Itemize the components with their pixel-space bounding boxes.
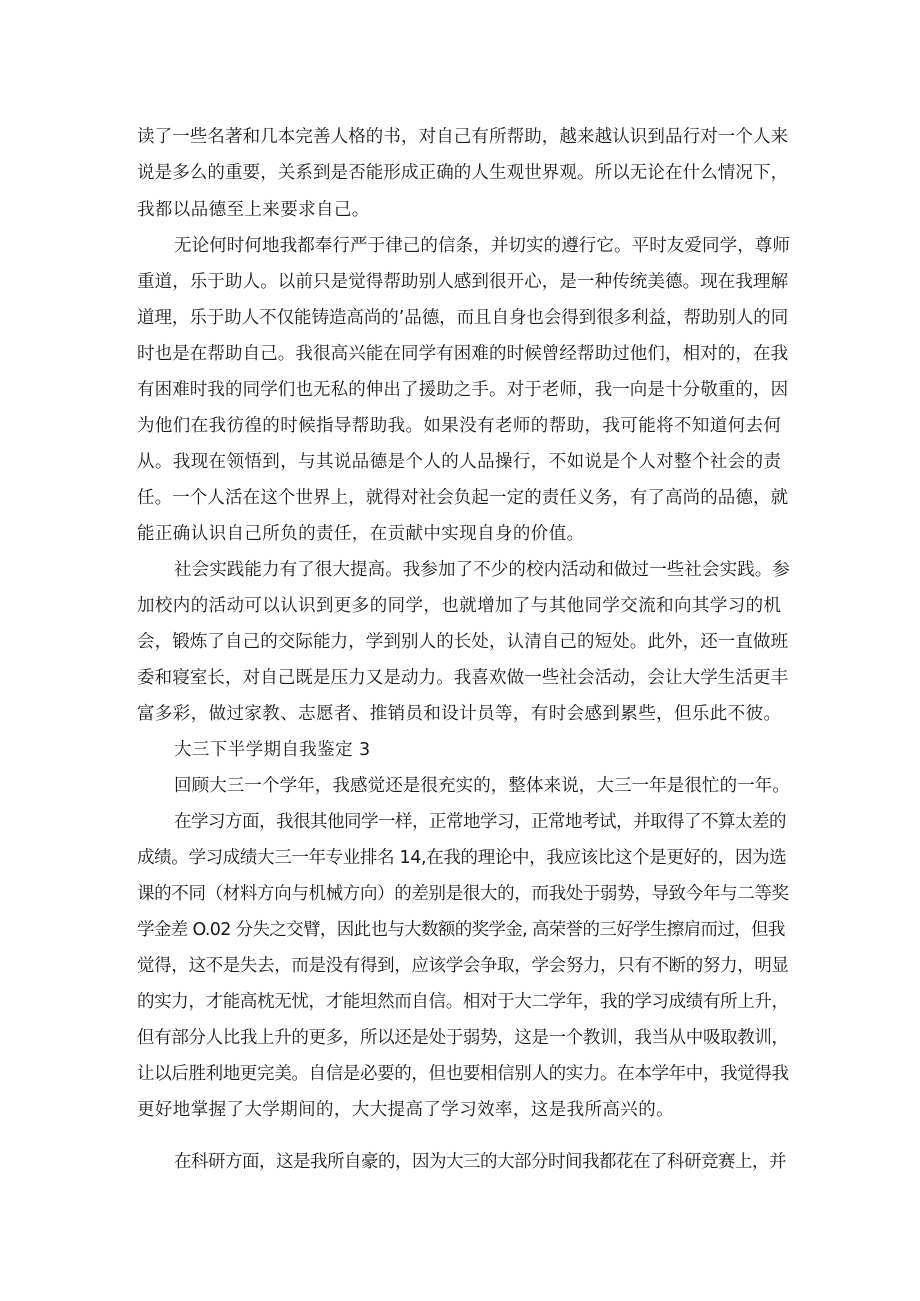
paragraph-start-line: 在科研方面，这是我所自豪的，因为大三的大部分时间我都花在了科研竞赛上，并 [174,1152,786,1172]
text-line: 能正确认识自己所负的责任，在贡献中实现自身的价值。 [137,524,585,544]
text-line: 说是多么的重要，关系到是否能形成正确的人生观世界观。所以无论在什么情况下， [137,163,789,183]
text-line: 的实力，才能高枕无忧，才能坦然而自信。相对于大二学年，我的学习成绩有所上升， [137,992,789,1012]
text-line: 为他们在我彷徨的时候指导帮助我。如果没有老师的帮助，我可能将不知道何去何 [137,416,782,436]
text-line: 学金差 O.02 分失之交臂，因此也与大数额的奖学金, 高荣誉的三好学生擦肩而过，但我 [137,920,785,940]
paragraph-start-line: 在学习方面，我很其他同学一样，正常地学习，正常地考试，并取得了不算太差的 [174,812,786,832]
text-line: 觉得，这不是失去，而是没有得到，应该学会争取，学会努力，只有不断的努力，明显 [137,956,789,976]
paragraph-start-line: 社会实践能力有了很大提高。我参加了不少的校内活动和做过一些社会实践。参 [174,560,790,580]
text-line: 道理，乐于助人不仅能铸造高尚的’品德，而且自身也会得到很多利益，帮助别人的同 [137,308,789,328]
text-line: 让以后胜利地更完美。自信是必要的，但也要相信别人的实力。在本学年中，我觉得我 [137,1064,789,1084]
text-line: 更好地掌握了大学期间的，大大提高了学习效率，这是我所高兴的。 [137,1100,674,1120]
text-line: 加校内的活动可以认识到更多的同学，也就增加了与其他同学交流和向其学习的机 [137,596,782,616]
paragraph-start-line: 无论何时何地我都奉行严于律己的信条，并切实的遵行它。平时友爱同学，尊师 [174,236,790,256]
text-line: 有困难时我的同学们也无私的伸出了援助之手。对于老师，我一向是十分敬重的，因 [137,380,789,400]
paragraph-start-line: 回顾大三一个学年，我感觉还是很充实的，整体来说，大三一年是很忙的一年。 [174,776,790,796]
text-line: 任。一个人活在这个世界上，就得对社会负起一定的责任义务，有了高尚的品德，就 [137,488,789,508]
text-line: 重道，乐于助人。以前只是觉得帮助别人感到很开心，是一种传统美德。现在我理解 [137,272,789,292]
text-line: 委和寝室长，对自己既是压力又是动力。我喜欢做一些社会活动，会让大学生活更丰 [137,668,789,688]
text-line: 富多彩，做过家教、志愿者、推销员和设计员等，有时会感到累些，但乐此不彼。 [137,704,782,724]
text-line: 会，锻炼了自己的交际能力，学到别人的长处，认清自己的短处。此外，还一直做班 [137,632,789,652]
section-heading: 大三下半学期自我鉴定 3 [174,740,371,760]
text-line: 从。我现在领悟到，与其说品德是个人的人品操行，不如说是个人对整个社会的责 [137,452,782,472]
text-line: 时也是在帮助自己。我很高兴能在同学有困难的时候曾经帮助过他们，相对的，在我 [137,344,789,364]
text-line: 课的不同（材料方向与机械方向）的差别是很大的，而我处于弱势，导致今年与二等奖 [137,884,789,904]
text-line: 但有部分人比我上升的更多，所以还是处于弱势，这是一个教训，我当从中吸取教训， [137,1028,789,1048]
text-line: 我都以品德至上来要求自己。 [137,200,370,220]
text-line: 读了一些名著和几本完善人格的书，对自己有所帮助，越来越认识到品行对一个人来 [137,127,789,147]
text-line: 成绩。学习成绩大三一年专业排名 14,在我的理论中，我应该比这个是更好的，因为选 [137,848,787,868]
